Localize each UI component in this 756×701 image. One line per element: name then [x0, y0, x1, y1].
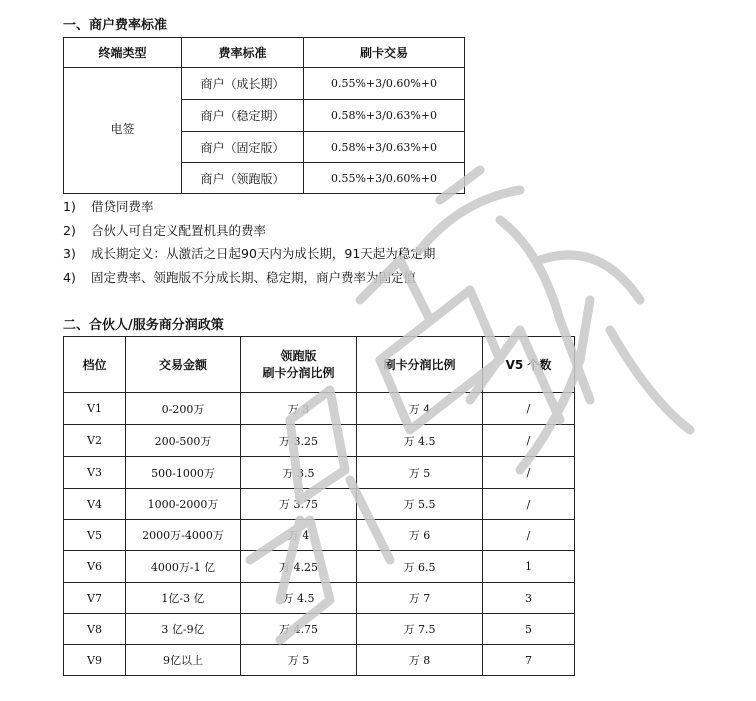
v5-count-cell: 1	[483, 551, 575, 583]
list-item	[63, 266, 435, 290]
rate-standard-cell: 商户（稳定期）	[182, 100, 304, 132]
card-share-cell: 万 7.5	[357, 614, 483, 645]
lead-share-cell: 万 3	[241, 393, 357, 425]
table-row	[64, 645, 575, 676]
card-share-cell: 万 6	[357, 520, 483, 551]
lead-share-cell: 万 4	[241, 520, 357, 551]
card-share-cell: 万 5	[357, 457, 483, 489]
note-text: 借贷同费率	[91, 199, 154, 214]
header-amount: 交易金额	[126, 337, 241, 393]
list-item	[63, 219, 435, 243]
note-text: 固定费率、领跑版不分成长期、稳定期，商户费率为固定值	[91, 269, 417, 285]
header-v5-count: V5 个数	[483, 337, 575, 393]
table-row	[64, 68, 465, 100]
v5-count-cell: /	[483, 520, 575, 551]
level-cell: V7	[64, 583, 126, 614]
table-row	[64, 583, 575, 614]
level-cell: V9	[64, 645, 126, 676]
terminal-type-cell: 电签	[64, 68, 182, 194]
header-terminal-type: 终端类型	[64, 38, 182, 68]
header-card-transaction: 刷卡交易	[304, 38, 465, 68]
table-row	[64, 425, 575, 457]
rate-notes-list	[63, 195, 435, 289]
level-cell: V6	[64, 551, 126, 583]
card-share-cell: 万 7	[357, 583, 483, 614]
table-row	[64, 551, 575, 583]
level-cell: V5	[64, 520, 126, 551]
merchant-rate-table	[63, 37, 465, 194]
amount-cell: 3 亿-9亿	[126, 614, 241, 645]
lead-share-cell: 万 4.75	[241, 614, 357, 645]
card-share-cell: 万 4.5	[357, 425, 483, 457]
rate-standard-cell: 商户（领跑版）	[182, 163, 304, 194]
amount-cell: 500-1000万	[126, 457, 241, 489]
v5-count-cell: 7	[483, 645, 575, 676]
table-header-row	[64, 38, 465, 68]
section1-title: 一、商户费率标准	[63, 18, 168, 33]
rate-value-cell: 0.58%+3/0.63%+0	[304, 100, 465, 132]
lead-share-cell: 万 3.75	[241, 489, 357, 520]
table-row	[64, 489, 575, 520]
header-rate-standard: 费率标准	[182, 38, 304, 68]
table-row	[64, 614, 575, 645]
list-item	[63, 242, 435, 266]
profit-share-table	[63, 336, 575, 676]
header-lead-share	[241, 337, 357, 393]
level-cell: V3	[64, 457, 126, 489]
note-number: 4)	[63, 269, 76, 285]
lead-share-cell: 万 5	[241, 645, 357, 676]
v5-count-cell: 5	[483, 614, 575, 645]
rate-value-cell: 0.55%+3/0.60%+0	[304, 68, 465, 100]
rate-value-cell: 0.58%+3/0.63%+0	[304, 132, 465, 163]
note-text: 成长期定义：从激活之日起90天内为成长期，91天起为稳定期	[91, 246, 436, 261]
v5-count-cell: /	[483, 489, 575, 520]
header-lead-line1: 领跑版	[280, 348, 317, 363]
table-row	[64, 393, 575, 425]
list-item	[63, 195, 435, 219]
note-text: 合伙人可自定义配置机具的费率	[91, 222, 267, 238]
lead-share-cell: 万 4.5	[241, 583, 357, 614]
v5-count-cell: /	[483, 457, 575, 489]
amount-cell: 4000万-1 亿	[126, 551, 241, 583]
amount-cell: 1000-2000万	[126, 489, 241, 520]
amount-cell: 0-200万	[126, 393, 241, 425]
card-share-cell: 万 5.5	[357, 489, 483, 520]
v5-count-cell: /	[483, 425, 575, 457]
lead-share-cell: 万 3.5	[241, 457, 357, 489]
level-cell: V2	[64, 425, 126, 457]
table-header-row	[64, 337, 575, 393]
card-share-cell: 万 8	[357, 645, 483, 676]
rate-standard-cell: 商户（成长期）	[182, 68, 304, 100]
header-card-share: 刷卡分润比例	[357, 337, 483, 393]
amount-cell: 9亿以上	[126, 645, 241, 676]
table-row	[64, 457, 575, 489]
amount-cell: 2000万-4000万	[126, 520, 241, 551]
section2-title: 二、合伙人/服务商分润政策	[63, 318, 224, 333]
rate-standard-cell: 商户（固定版）	[182, 132, 304, 163]
level-cell: V4	[64, 489, 126, 520]
lead-share-cell: 万 3.25	[241, 425, 357, 457]
v5-count-cell: /	[483, 393, 575, 425]
table-row	[64, 520, 575, 551]
rate-value-cell: 0.55%+3/0.60%+0	[304, 163, 465, 194]
amount-cell: 1亿-3 亿	[126, 583, 241, 614]
amount-cell: 200-500万	[126, 425, 241, 457]
level-cell: V8	[64, 614, 126, 645]
note-number: 2)	[63, 222, 76, 238]
card-share-cell: 万 4	[357, 393, 483, 425]
note-number: 3)	[63, 246, 76, 261]
lead-share-cell: 万 4.25	[241, 551, 357, 583]
note-number: 1)	[63, 199, 76, 214]
card-share-cell: 万 6.5	[357, 551, 483, 583]
level-cell: V1	[64, 393, 126, 425]
header-level: 档位	[64, 337, 126, 393]
v5-count-cell: 3	[483, 583, 575, 614]
header-lead-line2: 刷卡分润比例	[262, 365, 335, 380]
